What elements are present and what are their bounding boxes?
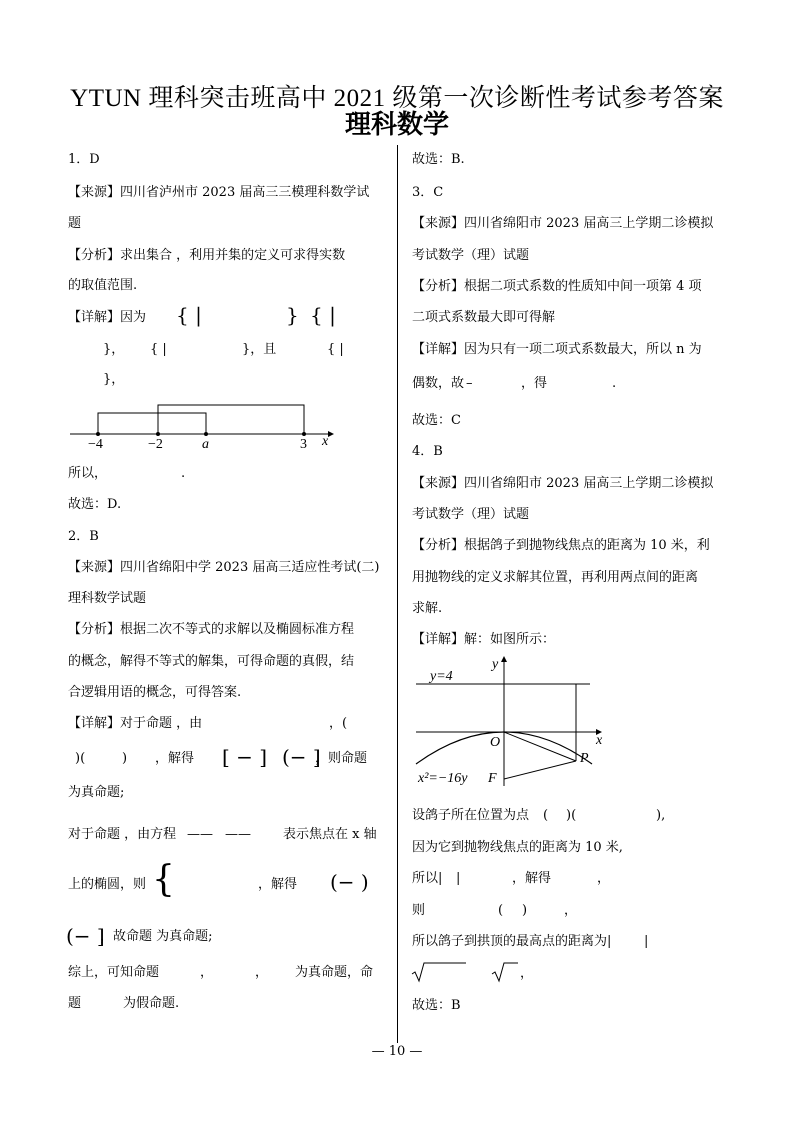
q4-line6-comma: ，: [520, 966, 534, 981]
q4-line2: 因为它到抛物线焦点的距离为 10 米,: [412, 840, 623, 855]
origin-label: O: [490, 735, 501, 750]
document-subtitle: 理科数学: [344, 110, 449, 140]
q1-detail-set-end-2: }，且: [242, 342, 277, 357]
q3-heading: 3．C: [412, 185, 444, 200]
q2-detail-line7: 综上，可知命题: [68, 965, 160, 980]
q2-detail-line1: 【详解】对于命题 ，由: [68, 716, 203, 731]
q3-detail-line1: 【详解】因为只有一项二项式系数最大，所以 n 为: [412, 342, 702, 357]
q4-line4: 则: [412, 903, 426, 918]
q2-detail-line5: 上的椭圆，则: [68, 877, 147, 892]
q1-so-line: 所以，: [68, 466, 108, 481]
document-title: YTUN 理科突击班高中 2021 级第一次诊断性考试参考答案: [70, 85, 724, 112]
q4-detail-heading: 【详解】解：如图所示：: [412, 632, 556, 647]
q2-detail-line3: 为真命题;: [68, 785, 125, 800]
q1-source-line1: 【来源】四川省泸州市 2023 届高三三模理科数学试: [68, 185, 370, 200]
q4-source-line1: 【来源】四川省绵阳市 2023 届高三上学期二诊模拟: [412, 476, 714, 491]
q2-detail-line4: 对于命题 ，由方程: [68, 827, 177, 842]
sqrt-figure: [410, 960, 530, 984]
q4-analysis-line1: 【分析】根据鸽子到抛物线焦点的距离为 10 米，利: [412, 538, 710, 553]
q2-comma-1: ，: [200, 965, 214, 980]
q2-detail-line6: ，故命题 为真命题;: [100, 929, 213, 944]
brace-open-2: { |: [310, 303, 336, 327]
point-label-p: P: [580, 751, 589, 766]
axis-label-x: x: [596, 733, 603, 748]
q2-heading: 2．B: [68, 529, 99, 544]
axis-label-x: x: [322, 434, 329, 449]
q1-analysis-line2: 的取值范围.: [68, 278, 138, 293]
q2-analysis-line3: 合逻辑用语的概念，可得答案.: [68, 685, 242, 700]
q4-analysis-line3: 求解.: [412, 601, 443, 616]
q4-line1-paren1: (: [543, 808, 549, 823]
q1-detail-set-end-3: }，: [103, 372, 125, 387]
brace-open-4: { |: [327, 342, 344, 357]
brace-open-1: { |: [176, 303, 202, 327]
brace-close-1: }: [286, 303, 299, 327]
q4-line1: 设鸽子所在位置为点: [412, 808, 530, 823]
q4-line1-paren2: )(: [566, 808, 577, 823]
q2-detail-line2-then: ，则命题: [315, 751, 368, 766]
q4-line4-paren2: ): [522, 903, 528, 918]
q2-source-line2: 理科数学试题: [68, 591, 147, 606]
q4-analysis-line2: 用抛物线的定义求解其位置，再利用两点间的距离: [412, 570, 699, 585]
q2-detail-line8-false: 为假命题.: [123, 996, 180, 1011]
q1-source-line2: 题: [68, 216, 82, 231]
tick-label-neg2: −2: [148, 437, 163, 450]
q4-line3-comma: ，: [597, 871, 611, 886]
q3-detail-line2-period: .: [612, 376, 617, 391]
column-divider: [397, 145, 398, 1043]
q2-detail-line7-true: 为真命题，命: [295, 965, 374, 980]
q4-line3-bar: |: [456, 871, 461, 886]
q2-detail-line4-focus: 表示焦点在 x 轴: [283, 827, 377, 842]
parabola-figure: [410, 654, 610, 794]
q4-line1-paren3: ),: [656, 808, 666, 823]
q2-detail-line1-paren: ，(: [329, 716, 348, 731]
tick-label-a: a: [202, 437, 209, 450]
interval-bracket-3: (− ): [330, 870, 369, 894]
brace-open-3: { |: [150, 342, 167, 357]
q2-detail-line2-paren1: )(: [75, 751, 86, 766]
q1-analysis-line1: 【分析】求出集合 ，利用并集的定义可求得实数: [68, 248, 346, 263]
q1-so-period: .: [181, 466, 186, 481]
q4-line3-solve: ，解得: [512, 871, 552, 886]
q2-choice: 故选：B.: [412, 152, 465, 167]
q2-analysis-line2: 的概念，解得不等式的解集，可得命题的真假，结: [68, 654, 355, 669]
q2-detail-line2-paren2: ): [122, 751, 128, 766]
q4-line3: 所以|: [412, 871, 443, 886]
q3-detail-line2-get: ，得: [521, 376, 548, 391]
line-label-y4: y=4: [430, 669, 453, 684]
number-line-figure: [66, 398, 346, 450]
tick-label-3: 3: [300, 437, 307, 450]
q4-choice: 故选：B: [412, 998, 461, 1013]
q1-choice: 故选：D.: [68, 497, 122, 512]
parabola-equation: x²=−16y: [418, 771, 468, 786]
q4-source-line2: 考试数学（理）试题: [412, 507, 530, 522]
interval-bracket-4: (− ]: [66, 924, 105, 948]
q4-heading: 4．B: [412, 444, 443, 459]
q4-line5: 所以鸽子到拱顶的最高点的距离为|: [412, 934, 612, 949]
q3-source-line2: 考试数学（理）试题: [412, 248, 530, 263]
q4-line4-paren1: (: [498, 903, 504, 918]
q1-heading: 1．D: [68, 152, 100, 167]
q4-line4-comma: ，: [564, 903, 578, 918]
q1-detail-set-end-1: }，: [103, 342, 125, 357]
tick-label-neg4: −4: [88, 437, 103, 450]
q3-analysis-line1: 【分析】根据二项式系数的性质知中间一项第 4 项: [412, 279, 702, 294]
q3-source-line1: 【来源】四川省绵阳市 2023 届高三上学期二诊模拟: [412, 216, 714, 231]
q2-comma-2: ，: [255, 965, 269, 980]
fraction-bar-2: ——: [225, 827, 251, 842]
q2-source-line1: 【来源】四川省绵阳中学 2023 届高三适应性考试(二): [68, 560, 380, 575]
focus-label-f: F: [488, 771, 497, 786]
q3-detail-line2: 偶数，故: [412, 376, 465, 391]
q3-choice: 故选：C: [412, 413, 461, 428]
system-brace: {: [152, 859, 175, 900]
q2-analysis-line1: 【分析】根据二次不等式的求解以及椭圆标准方程: [68, 622, 355, 637]
axis-label-y: y: [492, 657, 499, 672]
fraction-bar-3: –: [466, 376, 473, 391]
interval-bracket-2: (− ]: [282, 745, 321, 769]
q3-analysis-line2: 二项式系数最大即可得解: [412, 310, 556, 325]
q4-line5-bar: |: [644, 934, 649, 949]
q2-detail-line2-solve: ，解得: [155, 751, 195, 766]
fraction-bar-1: ——: [187, 827, 213, 842]
q2-detail-line8: 题: [68, 996, 82, 1011]
q1-detail-line1: 【详解】因为: [68, 310, 147, 325]
page-number: — 10 —: [371, 1044, 423, 1059]
q2-detail-line5-solve: ，解得: [258, 877, 298, 892]
interval-bracket-1: [ − ]: [222, 745, 268, 769]
